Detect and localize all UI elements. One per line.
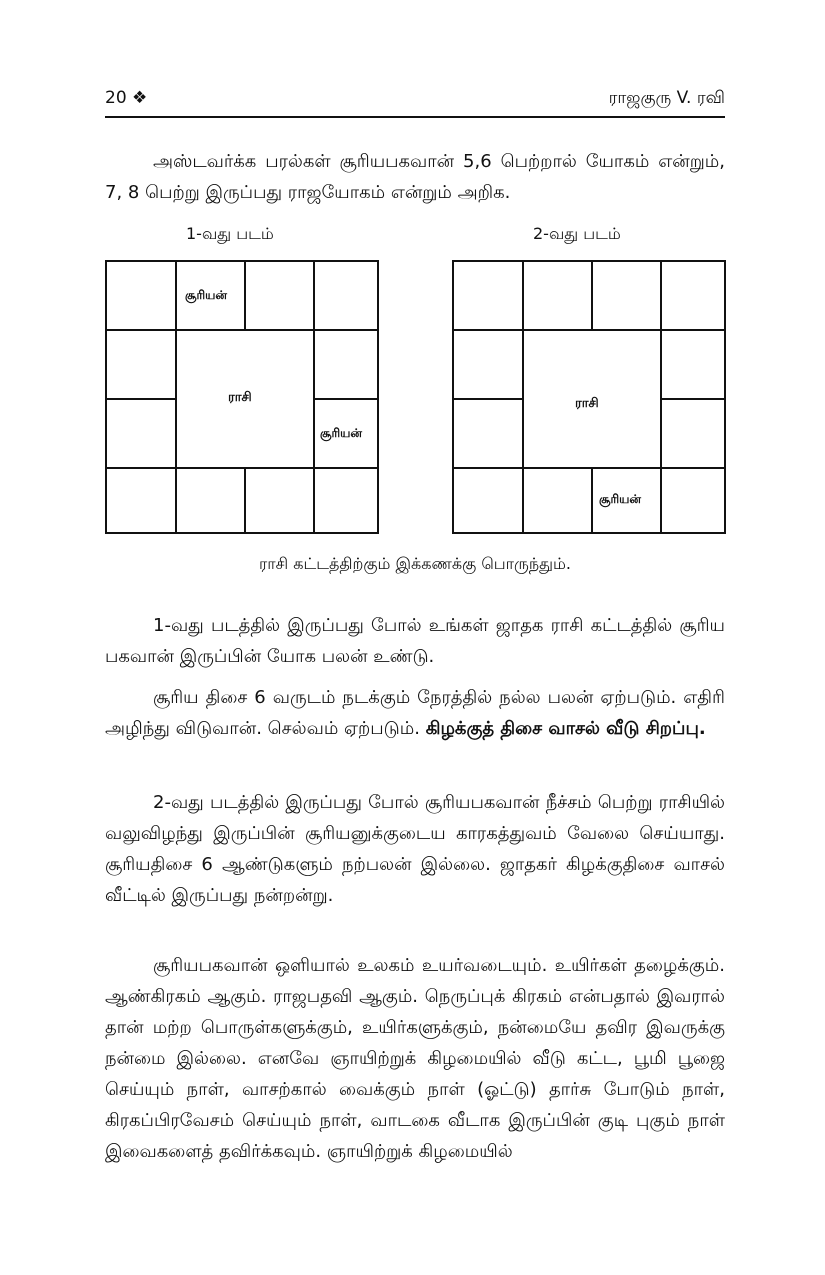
paragraph-2-text: சூரிய திசை 6 வருடம் நடக்கும் நேரத்தில் நல்ல பலன் ஏற்படும். எதிரி அழிந்து விடுவான். செல்வம் ஏற்படும். <box>105 687 725 739</box>
rasi-chart-2 <box>452 260 726 534</box>
sun-label-house-5: சூரியன் <box>320 426 363 440</box>
rasi-center-label: ராசி <box>575 396 599 411</box>
chart-2-caption: 2-வது படம் <box>533 224 621 243</box>
paragraph-2-bold: கிழக்குத் திசை வாசல் வீடு சிறப்பு. <box>425 718 706 739</box>
sun-label-house-2: சூரியன் <box>185 288 228 302</box>
sun-label-house-7: சூரியன் <box>599 492 642 506</box>
paragraph-1: 1-வது படத்தில் இருப்பது போல் உங்கள் ஜாதக ராசி கட்டத்தில் சூரிய பகவான் இருப்பின் யோக பலன் உண்டு. <box>105 615 725 667</box>
rasi-chart-1 <box>105 260 379 534</box>
page-number: 20 ❖ <box>105 88 148 108</box>
intro-paragraph: அஸ்டவர்க்க பரல்கள் சூரியபகவான் 5,6 பெற்றால் யோகம் என்றும், 7, 8 பெற்று இருப்பது ராஜயோகம் என்றும் அறிக. <box>105 151 725 203</box>
page-header <box>105 86 725 118</box>
running-title: ராஜகுரு V. ரவி <box>608 88 725 108</box>
rasi-center-label: ராசி <box>228 390 252 405</box>
rule-caption: ராசி கட்டத்திற்கும் இக்கணக்கு பொருந்தும். <box>259 554 571 573</box>
paragraph-4: சூரியபகவான் ஒளியால் உலகம் உயர்வடையும். உயிர்கள் தழைக்கும். ஆண்கிரகம் ஆகும். ராஜபதவி ஆகும். நெருப்புக் கிரகம் என்பதால் இவரால் தான் மற்ற பொருள்களுக்கும், உயிர்களுக்கும், நன்மையே தவிர இவருக்கு நன்மை இல்லை. எனவே ஞாயிற்றுக் கிழமையில் வீடு கட்ட, பூமி பூஜை செய்யும் நாள், வாசற்கால் வைக்கும் நாள் (ஓட்டு) தார்சு போடும் நாள், கிரகப்பிரவேசம் செய்யும் நாள், வாடகை வீடாக இருப்பின் குடி புகும் நாள் இவைகளைத் தவிர்க்கவும். ஞாயிற்றுக் கிழமையில் <box>105 955 725 1162</box>
paragraph-3: 2-வது படத்தில் இருப்பது போல் சூரியபகவான் நீச்சம் பெற்று ராசியில் வலுவிழந்து இருப்பின் சூரியனுக்குடைய காரகத்துவம் வேலை செய்யாது. சூரியதிசை 6 ஆண்டுகளும் நற்பலன் இல்லை. ஜாதகர் கிழக்குதிசை வாசல் வீட்டில் இருப்பது நன்றன்று. <box>105 792 725 906</box>
paragraph-2 <box>105 682 725 744</box>
chart-1-caption: 1-வது படம் <box>186 224 274 243</box>
